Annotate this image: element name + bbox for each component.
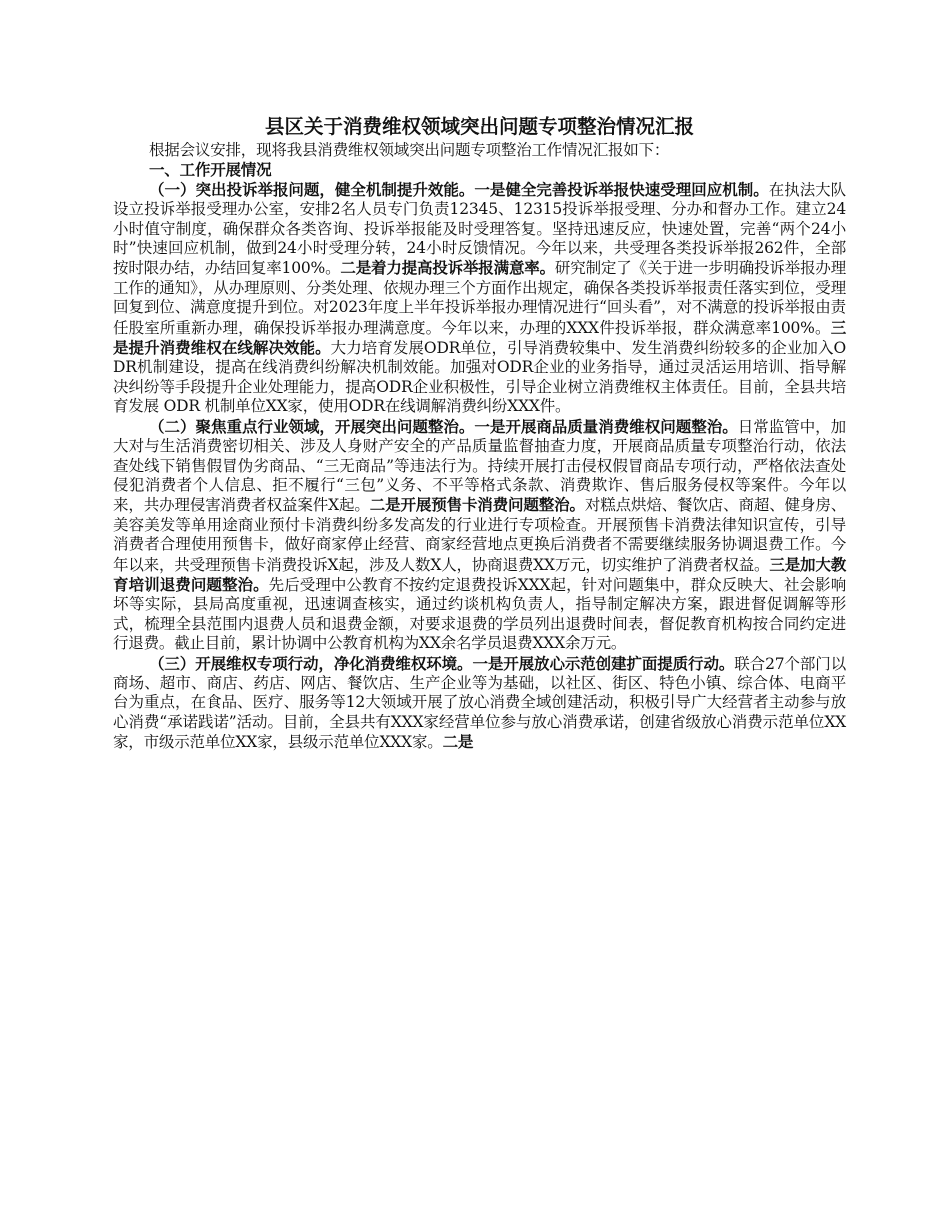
section-heading-work-progress: 一、工作开展情况 xyxy=(149,160,272,180)
point-1-2-text: 研究制定了《关于进一步明确投诉举报办理工作的通知》，从办理原则、分类处理、依规办理三个方面作出规定，确保各类投诉举报责任落实到位，受理回复到位、满意度提升到位。对2023年度上半年投诉举报办理情况进行“回头看”，对不满意的投诉举报由责任股室所重新办理，确保投诉举报办理满意度。今年以来，办理的XXX件投诉举报，群众满意率100%。 xyxy=(113,259,847,337)
point-2-2-text: 对糕点烘焙、餐饮店、商超、健身房、美容美发等单用途商业预付卡消费纠纷多发高发的行业进行专项检查。开展预售卡消费法律知识宣传，引导消费者合理使用预售卡，做好商家停止经营、商家经营地点更换后消费者不需要继续服务协调退费工作。今年以来，共受理预售卡消费投诉X起，涉及人数X人，协商退费XX万元，切实维护了消费者权益。 xyxy=(113,496,846,574)
intro-paragraph: 根据会议安排，现将我县消费维权领域突出问题专项整治工作情况汇报如下： xyxy=(149,141,670,159)
point-1-1-text: 在执法大队设立投诉举报受理办公室，安排2名人员专门负责12345、12315投诉举报受理、分办和督办工作。建立24小时值守制度，确保群众各类咨询、投诉举报能及时受理答复。坚持迅速反应，快速处置，完善“两个24小时”快速回应机制，做到24小时受理分转，24小时反馈情况。今年以来，共受理各类投诉举报262件，全部按时限办结，办结回复率100%。 xyxy=(113,180,846,278)
point-2-3-text: 先后受理中公教育不按约定退费投诉XXX起，针对问题集中，群众反映大、社会影响坏等实际，县局高度重视，迅速调查核实，通过约谈机构负责人，指导制定解决方案，跟进督促调解等形式，梳理全县范围内退费人员和退费金额，对要求退费的学员列出退费时间表，督促教育机构按合同约定进行退费。截止目前，累计协调中公教育机构为XX余名学员退费XXX余万元。 xyxy=(113,575,846,653)
subsection-heading-1: （一）突出投诉举报问题，健全机制提升效能。 xyxy=(149,179,475,199)
point-2-1-bold: 一是开展商品质量消费维权问题整治。 xyxy=(474,416,738,436)
document-body xyxy=(113,113,846,753)
point-1-2-bold: 二是着力提高投诉举报满意率。 xyxy=(340,258,555,278)
paragraph-special-actions xyxy=(113,654,846,753)
point-1-3-text: 大力培育发展ODR单位，引导消费较集中、发生消费纠纷较多的企业加入ODR机制建设，提高在线消费纠纷解决机制效能。加强对ODR企业的业务指导，通过灵活运用培训、指导解决纠纷等手段提升企业处理能力，提高ODR企业积极性，引导企业树立消费维权主体责任。目前，全县共培育发展 ODR 机制单位XX家，使用ODR在线调解消费纠纷XXX件。 xyxy=(113,339,847,416)
paragraph-complaint-handling xyxy=(113,180,846,417)
point-3-1-text: 联合27个部门以商场、超市、商店、药店、网店、餐饮店、生产企业等为基础，以社区、街区、特色小镇、综合体、电商平台为重点，在食品、医疗、服务等12大领域开展了放心消费全域创建活动，积极引导广大经营者主动参与放心消费“承诺践诺”活动。目前，全县共有XXX家经营单位参与放心消费承诺，创建省级放心消费示范单位XX家，市级示范单位XX家，县级示范单位XXX家。 xyxy=(113,654,846,752)
subsection-heading-3: （三）开展维权专项行动，净化消费维权环境。 xyxy=(149,653,473,673)
subsection-heading-2: （二）聚焦重点行业领域，开展突出问题整治。 xyxy=(149,416,475,436)
document-title: 县区关于消费维权领域突出问题专项整治情况汇报 xyxy=(264,115,694,138)
paragraph-key-industries xyxy=(113,417,846,654)
point-1-3-bold: 三是提升消费维权在线解决效能。 xyxy=(113,317,846,358)
point-3-1-bold: 一是开展放心示范创建扩面提质行动。 xyxy=(472,653,735,673)
point-2-1-text: 日常监管中，加大对与生活消费密切相关、涉及人身财产安全的产品质量监督抽查力度，开展商品质量专项整治行动，依法查处线下销售假冒伪劣商品、“三无商品”等违法行为。持续开展打击侵权假冒商品专项行动，严格依法查处侵犯消费者个人信息、拒不履行“三包”义务、不平等格式条款、消费欺诈、售后服务侵权等案件。今年以来，共办理侵害消费者权益案件X起。 xyxy=(113,417,846,515)
point-2-2-bold: 二是开展预售卡消费问题整治。 xyxy=(369,495,585,515)
point-2-3-bold: 三是加大教育培训退费问题整治。 xyxy=(113,554,846,594)
point-3-2-bold: 二是 xyxy=(442,732,474,752)
point-1-1-bold: 一是健全完善投诉举报快速受理回应机制。 xyxy=(474,179,769,199)
